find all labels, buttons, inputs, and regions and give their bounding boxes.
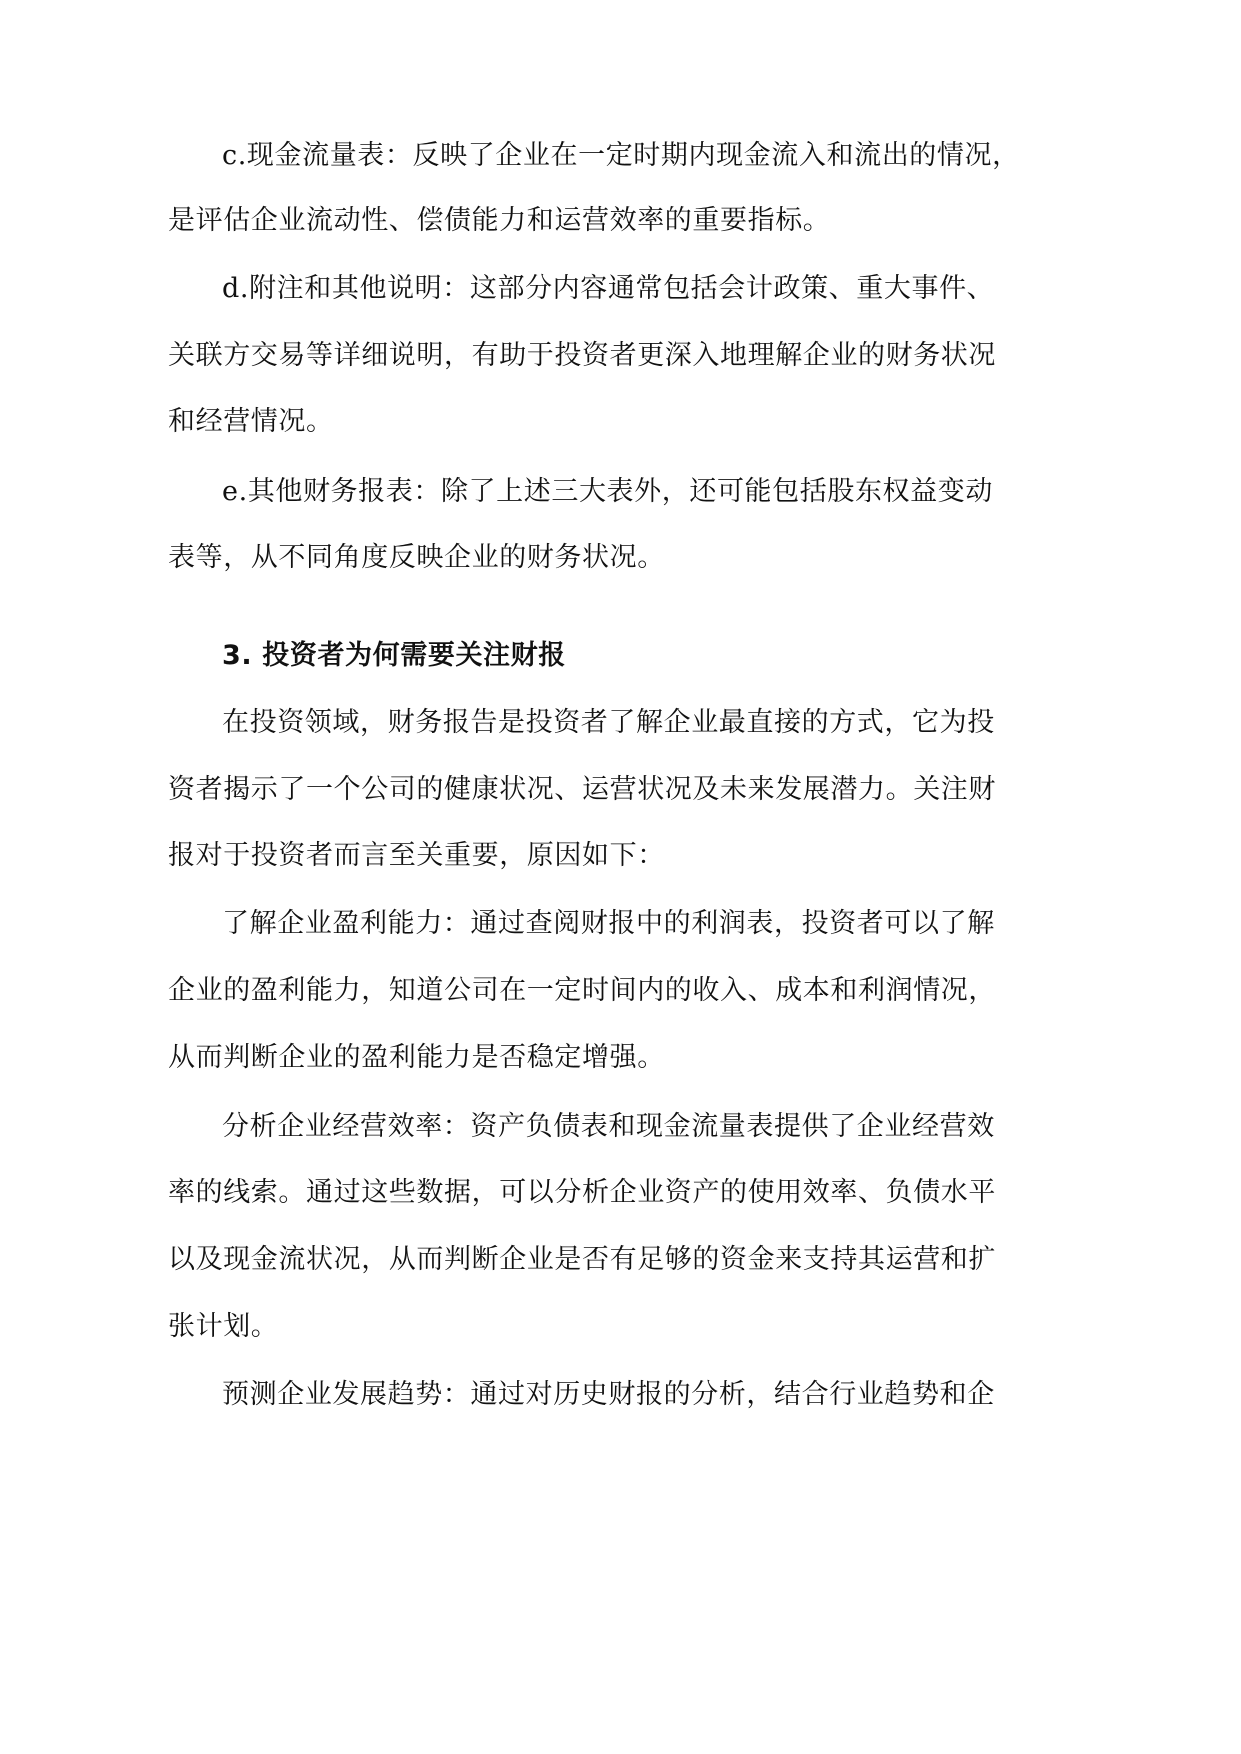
paragraph-trend-line-1: 预测企业发展趋势：通过对历史财报的分析，结合行业趋势和企 [222,1379,995,1410]
section-heading: 3. 投资者为何需要关注财报 [222,640,566,671]
paragraph-other-statements-line-2: 表等，从不同角度反映企业的财务状况。 [168,542,665,573]
paragraph-efficiency-line-1: 分析企业经营效率：资产负债表和现金流量表提供了企业经营效 [222,1111,995,1142]
paragraph-efficiency-line-3: 以及现金流状况，从而判断企业是否有足够的资金来支持其运营和扩 [168,1244,996,1275]
paragraph-intro-line-3: 报对于投资者而言至关重要，原因如下： [168,840,665,871]
paragraph-profitability-line-3: 从而判断企业的盈利能力是否稳定增强。 [168,1042,665,1073]
paragraph-efficiency-line-2: 率的线索。通过这些数据，可以分析企业资产的使用效率、负债水平 [168,1177,996,1208]
paragraph-intro-line-2: 资者揭示了一个公司的健康状况、运营状况及未来发展潜力。关注财 [168,774,996,805]
paragraph-intro-line-1: 在投资领域，财务报告是投资者了解企业最直接的方式，它为投 [222,707,995,738]
paragraph-notes-line-2: 关联方交易等详细说明，有助于投资者更深入地理解企业的财务状况 [168,340,996,371]
paragraph-cash-flow-line-1: c.现金流量表：反映了企业在一定时期内现金流入和流出的情况， [222,140,1020,171]
paragraph-profitability-line-2: 企业的盈利能力，知道公司在一定时间内的收入、成本和利润情况， [168,975,996,1006]
paragraph-cash-flow-line-2: 是评估企业流动性、偿债能力和运营效率的重要指标。 [168,205,831,236]
paragraph-notes-line-1: d.附注和其他说明：这部分内容通常包括会计政策、重大事件、 [222,273,995,304]
paragraph-other-statements-line-1: e.其他财务报表：除了上述三大表外，还可能包括股东权益变动 [222,476,993,507]
paragraph-notes-line-3: 和经营情况。 [168,406,334,437]
paragraph-profitability-line-1: 了解企业盈利能力：通过查阅财报中的利润表，投资者可以了解 [222,908,995,939]
paragraph-efficiency-line-4: 张计划。 [168,1311,279,1342]
